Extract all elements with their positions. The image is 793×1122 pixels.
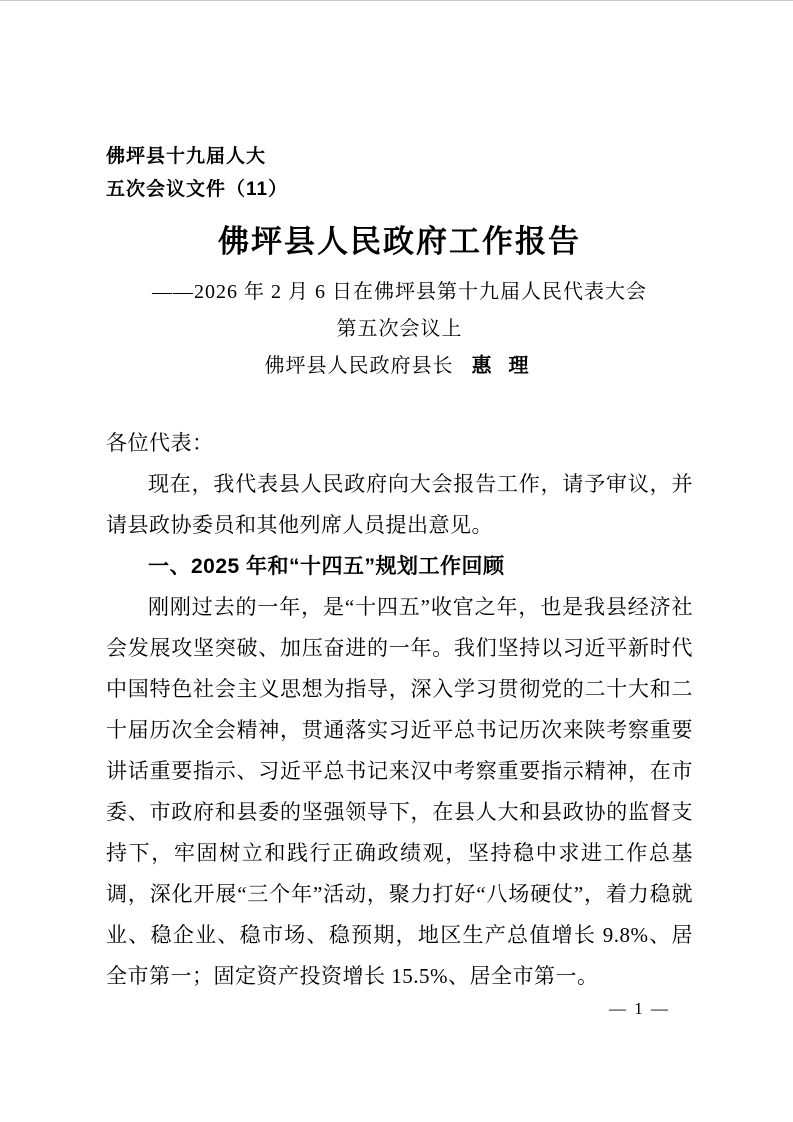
document-subtitle-block: [106, 274, 693, 385]
salutation: 各位代表：: [106, 431, 214, 455]
scan-edge-line: [0, 0, 793, 1]
document-body: [106, 423, 693, 997]
section-1-heading: 一、2025 年和“十四五”规划工作回顾: [148, 555, 505, 578]
author-name: 惠 理: [471, 355, 535, 377]
intro-paragraph: 现在，我代表县人民政府向大会报告工作，请予审议，并请县政协委员和其他列席人员提出意见。: [106, 472, 693, 537]
header-line-1: 佛坪县十九届人大: [106, 146, 267, 167]
author-title: 佛坪县人民政府县长: [264, 355, 454, 377]
subtitle-line-2: 第五次会议上: [336, 318, 463, 340]
section-1-paragraph: 刚刚过去的一年，是“十四五”收官之年，也是我县经济社会发展攻坚突破、加压奋进的一年。我们坚持以习近平新时代中国特色社会主义思想为指导，深入学习贯彻党的二十大和二十届历次全会精神，贯通落实习近平总书记历次来陕考察重要讲话重要指示、习近平总书记来汉中考察重要指示精神，在市委、市政府和县委的坚强领导下，在县人大和县政协的监督支持下，牢固树立和践行正确政绩观，坚持稳中求进工作总基调，深化开展“三个年”活动，聚力打好“八场硬仗”，着力稳就业、稳企业、稳市场、稳预期，地区生产总值增长 9.8%、居全市第一；固定资产投资增长 15.5%、居全市第一。: [106, 595, 693, 988]
page-number: — 1 —: [609, 999, 670, 1018]
author-line: [106, 348, 693, 385]
subtitle-line-1: ——2026 年 2 月 6 日在佛坪县第十九届人民代表大会: [152, 281, 647, 303]
document-title: 佛坪县人民政府工作报告: [218, 224, 581, 259]
document-header: [106, 140, 693, 206]
header-line-2: 五次会议文件（11）: [106, 179, 289, 200]
